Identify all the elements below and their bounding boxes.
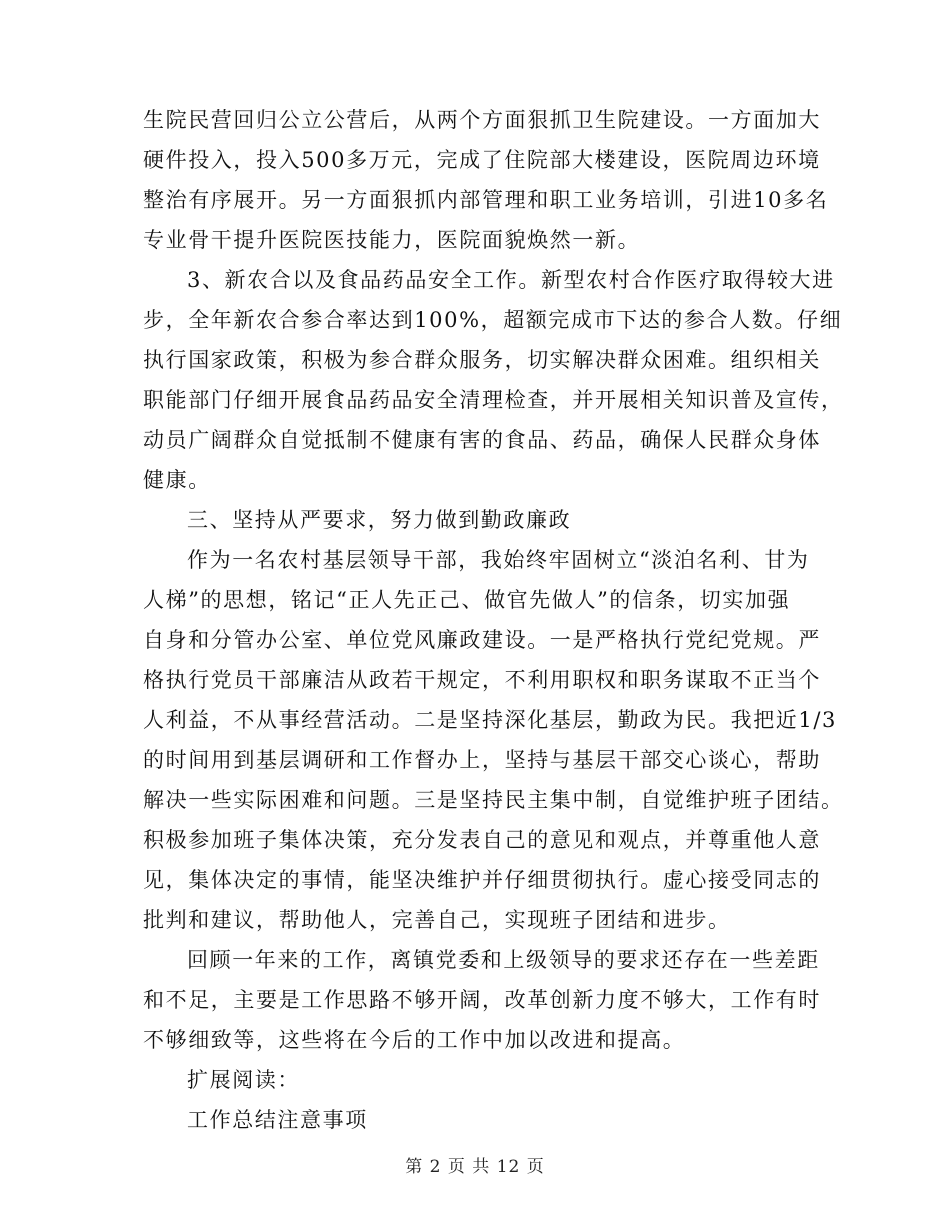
text-line: 人利益，不从事经营活动。二是坚持深化基层，勤政为民。我把近1/3 (143, 708, 837, 732)
text-line: 自身和分管办公室、单位党风廉政建设。一是严格执行党纪党规。严 (143, 628, 821, 652)
text-line: 批判和建议，帮助他人，完善自己，实现班子团结和进步。 (143, 908, 731, 932)
text-line: 硬件投入，投入500多万元，完成了住院部大楼建设，医院周边环境 (143, 148, 821, 172)
page-number-label: 第 2 页 共 12 页 (405, 1157, 545, 1177)
text-line: 见，集体决定的事情，能坚决维护并仔细贯彻执行。虚心接受同志的 (143, 868, 821, 892)
text-line: 格执行党员干部廉洁从政若干规定，不利用职权和职务谋取不正当个 (143, 668, 821, 692)
text-line: 人梯”的思想，铭记“正人先正己、做官先做人”的信条，切实加强 (143, 588, 791, 612)
extended-reading-label: 扩展阅读： (187, 1068, 300, 1092)
text-line: 的时间用到基层调研和工作督办上，坚持与基层干部交心谈心，帮助 (143, 748, 821, 772)
text-line: 动员广阔群众自觉抵制不健康有害的食品、药品，确保人民群众身体 (143, 428, 821, 452)
section-heading: 三、坚持从严要求，努力做到勤政廉政 (187, 508, 572, 532)
text-line: 专业骨干提升医院医技能力，医院面貌焕然一新。 (143, 228, 641, 252)
paragraph-start-line: 回顾一年来的工作，离镇党委和上级领导的要求还存在一些差距 (187, 948, 820, 972)
text-line: 健康。 (143, 468, 211, 492)
document-body (143, 100, 844, 1140)
text-line: 积极参加班子集体决策，充分发表自己的意见和观点，并尊重他人意 (143, 828, 821, 852)
page-footer (0, 1152, 950, 1177)
text-line: 和不足，主要是工作思路不够开阔，改革创新力度不够大，工作有时 (143, 988, 821, 1012)
paragraph-start-line: 作为一名农村基层领导干部，我始终牢固树立“淡泊名利、甘为 (187, 548, 810, 572)
subheading: 工作总结注意事项 (187, 1108, 368, 1132)
text-line: 不够细致等，这些将在今后的工作中加以改进和提高。 (143, 1028, 686, 1052)
text-line: 生院民营回归公立公营后，从两个方面狠抓卫生院建设。一方面加大 (143, 108, 821, 132)
text-line: 步，全年新农合参合率达到100%，超额完成市下达的参合人数。仔细 (143, 308, 843, 332)
text-line: 整治有序展开。另一方面狠抓内部管理和职工业务培训，引进10多名 (143, 188, 829, 212)
text-line: 职能部门仔细开展食品药品安全清理检查，并开展相关知识普及宣传， (143, 388, 844, 412)
text-line: 解决一些实际困难和问题。三是坚持民主集中制，自觉维护班子团结。 (143, 788, 844, 812)
paragraph-start-line: 3、新农合以及食品药品安全工作。新型农村合作医疗取得较大进 (187, 268, 835, 292)
text-line: 执行国家政策，积极为参合群众服务，切实解决群众困难。组织相关 (143, 348, 821, 372)
